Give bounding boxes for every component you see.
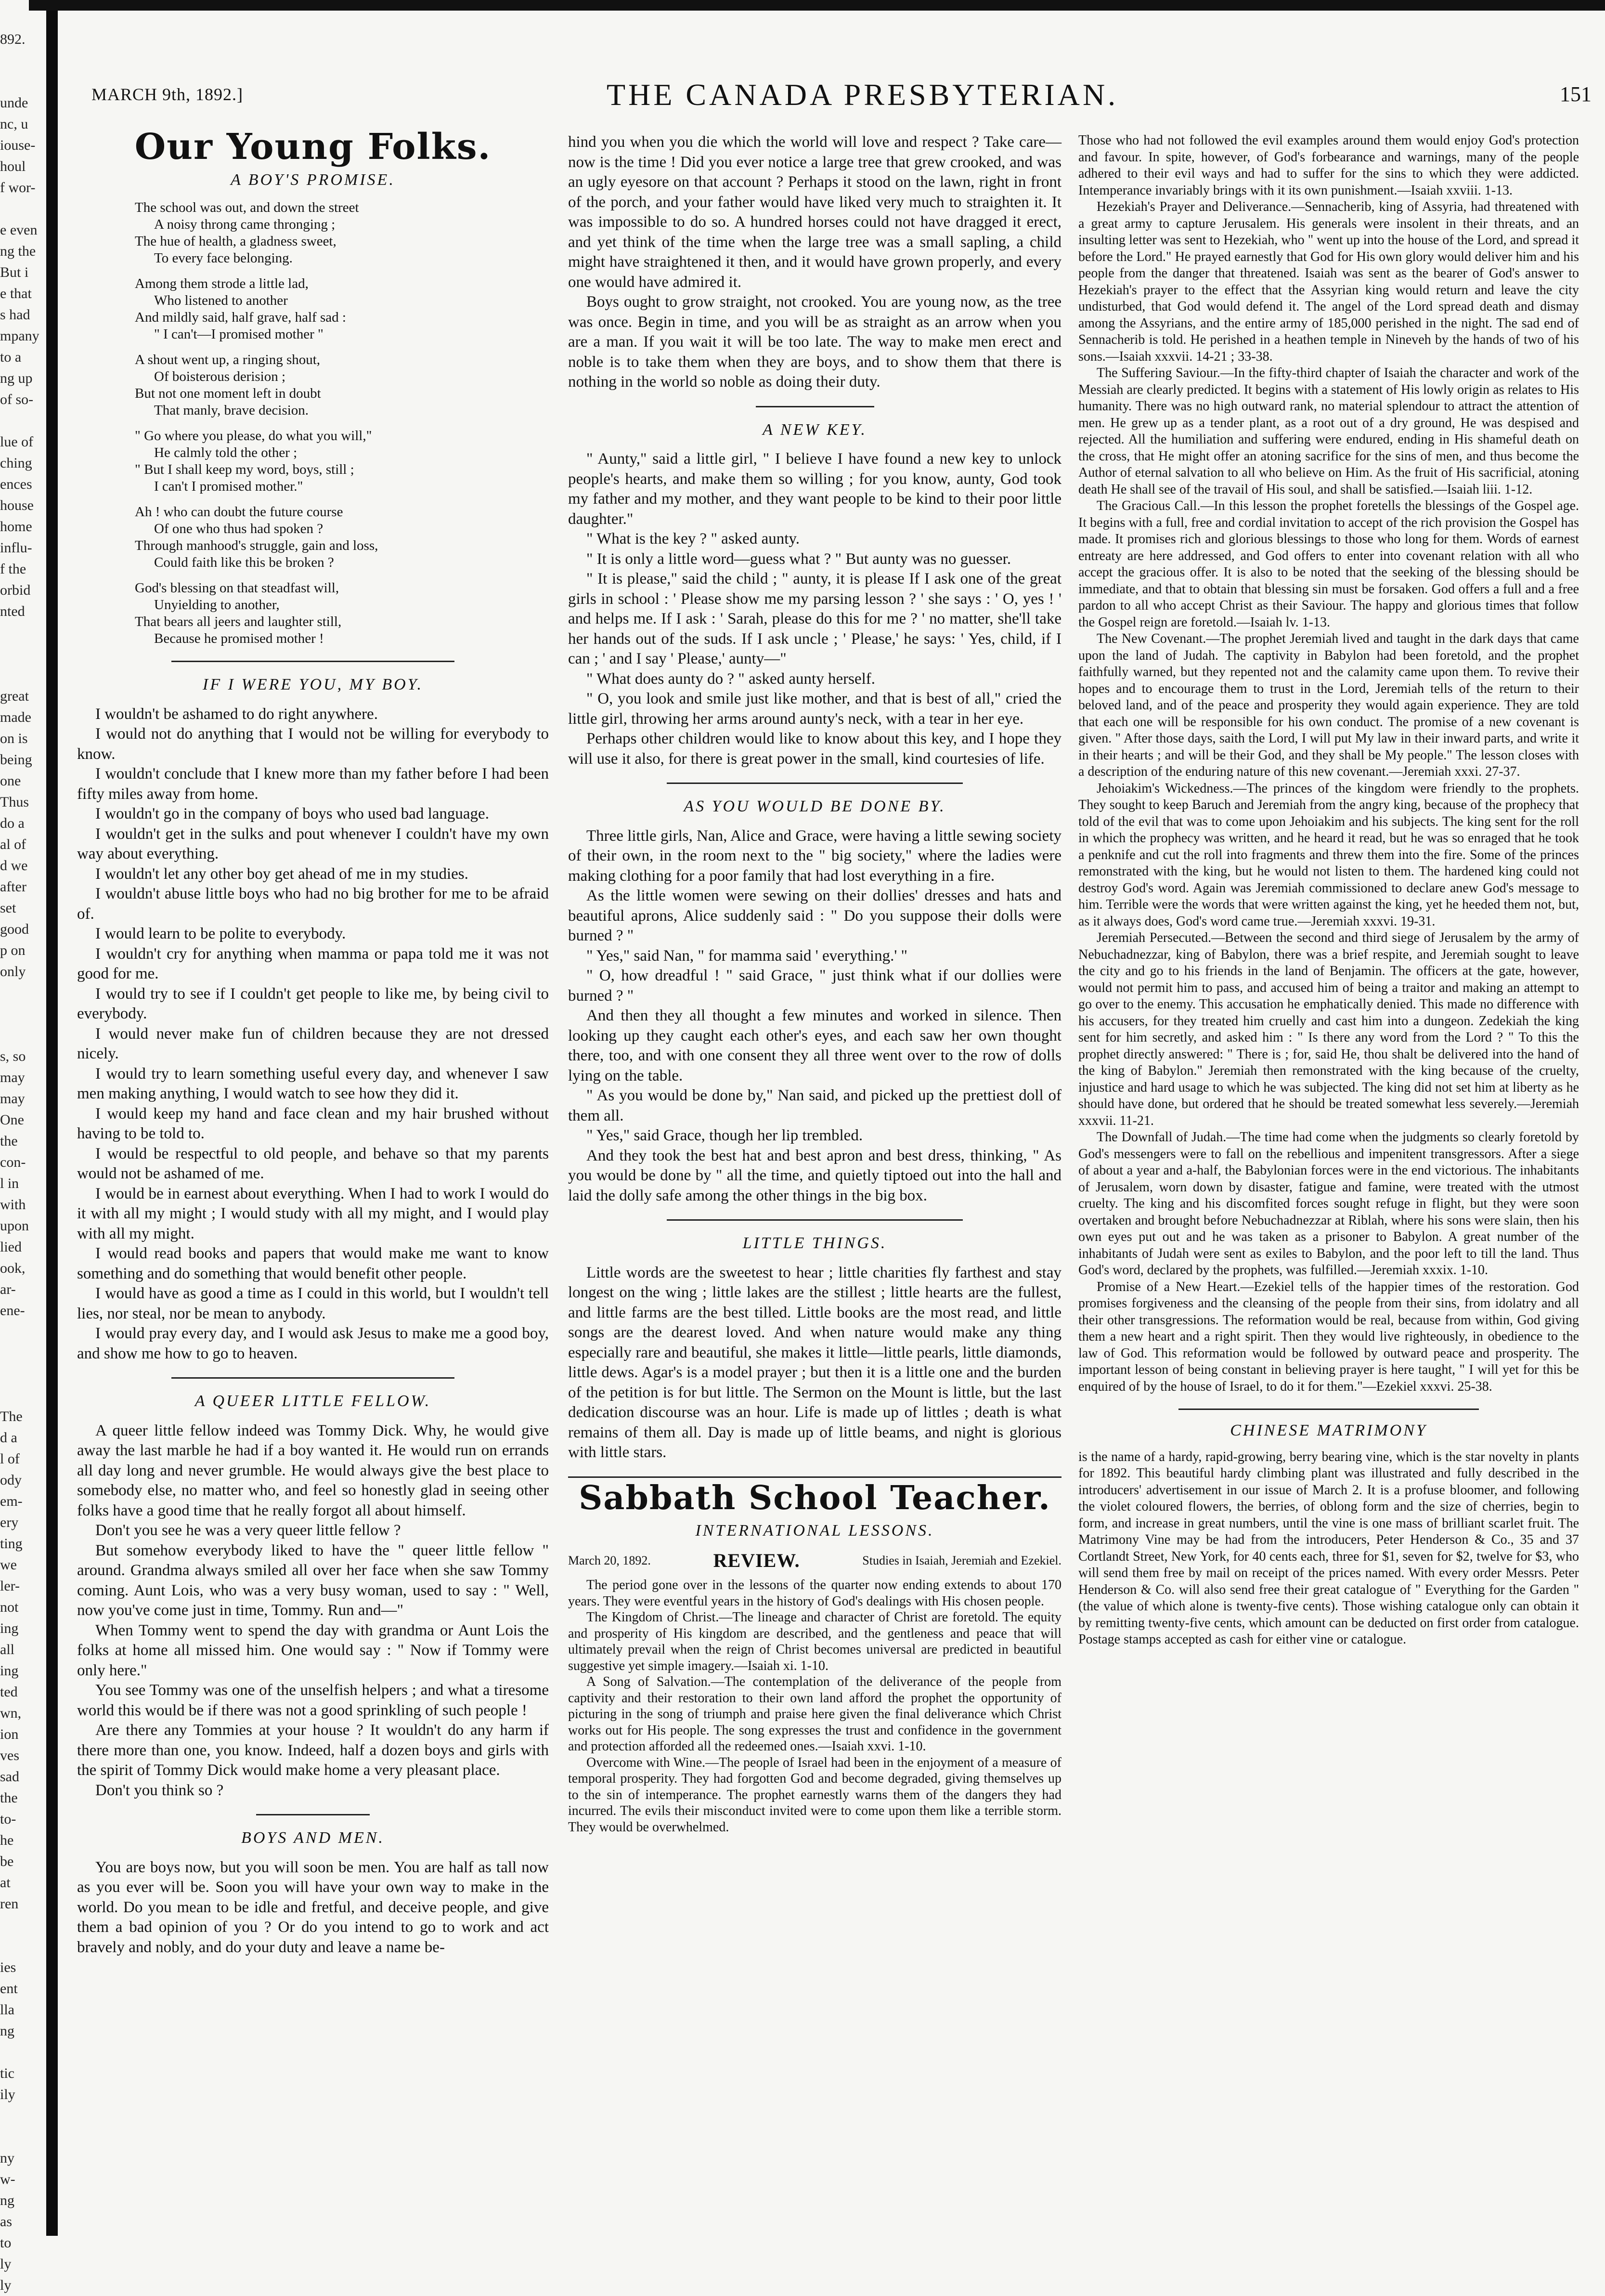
paragraph: Overcome with Wine.—The people of Israel had been in the enjoyment of a measure of temporal prosperity. They had forgotten God and become degraded, giving themselves up to the sin of intemperance. The prophet earnestly warns them of the dangers they had incurred. The evils their misconduct invited were to come upon them like a terrible storm. They would be overwhelmed. (568, 1755, 1061, 1835)
edge-text-fragment (0, 71, 44, 92)
edge-text-fragment: orbid (0, 582, 31, 598)
edge-text-fragment: sad (0, 1769, 19, 1785)
edge-text-fragment: f wor- (0, 180, 36, 196)
edge-text-fragment (0, 982, 44, 1004)
edge-text-fragment: on is (0, 731, 28, 746)
edge-text-fragment: s, so (0, 1048, 26, 1064)
poem-line: " But I shall keep my word, boys, still ; (135, 462, 354, 477)
edge-text-fragment: wn, (0, 1705, 22, 1721)
edge-text-fragment: at (0, 1875, 11, 1891)
edge-text-fragment: ler- (0, 1578, 20, 1594)
paragraph: " Yes," said Nan, " for mamma said ' everything.' " (586, 947, 908, 965)
article-body-new-key (568, 449, 1061, 769)
poem-stanza (135, 428, 549, 495)
poem-line: " Go where you please, do what you will," (135, 428, 372, 444)
poem-line: A shout went up, a ringing shout, (135, 352, 321, 367)
edge-text-fragment: ily (0, 2087, 15, 2102)
article-title-little-things: LITTLE THINGS. (742, 1234, 887, 1252)
review-label: REVIEW. (713, 1549, 800, 1571)
edge-text-fragment: may (0, 1070, 25, 1085)
article-title-chinese-matrimony: CHINESE MATRIMONY (1230, 1422, 1427, 1439)
edge-text-fragment: nted (0, 603, 25, 619)
paragraph: I wouldn't cry for anything when mamma or papa told me it was not good for me. (77, 945, 549, 982)
edge-text-fragment: tic (0, 2065, 14, 2081)
paragraph: Don't you see he was a very queer little fellow ? (95, 1522, 401, 1539)
poem-line: Who listened to another (154, 293, 288, 308)
paragraph: I wouldn't get in the sulks and pout whenever I couldn't have my own way about everything. (77, 825, 549, 862)
paragraph: is the name of a hardy, rapid-growing, berry bearing vine, which is the star novelty in plants for 1892. This beautiful hardy climbing plant was illustrated and fully described in the introducers' advertisement in our issue of March 2. It is a profuse bloomer, and following the violet coloured flowers, the berries, of oblong form and the size of cherries, begin to form, and increase in great numbers, until the vine is one mass of brilliant scarlet fruit. The Matrimony Vine may be had from the introducers, Peter Henderson & Co., 35 and 37 Cortlandt Street, New York, for 40 cents each, three for $1, seven for $2, twelve for $3, who will send them free by mail on receipt of the prices named. With every order Messrs. Peter Henderson & Co. will also send free their great catalogue of " Everything for the Garden " (the value of which alone is twenty-five cents). Those wishing catalogue only can obtain it by remitting twenty-five cents, which amount can be deducted on first order from catalogue. Postage stamps accepted as cash for either vine or catalogue. (1078, 1449, 1579, 1647)
edge-text-fragment: do a (0, 815, 25, 831)
top-black-rule (29, 0, 1605, 11)
edge-text-fragment: ion (0, 1726, 19, 1742)
edge-text-fragment: mpany (0, 328, 39, 344)
paragraph: I would keep my hand and face clean and my hair brushed without having to be told to. (77, 1105, 549, 1142)
edge-text-fragment: w- (0, 2171, 15, 2187)
edge-text-fragment: made (0, 709, 31, 725)
edge-text-fragment: s had (0, 307, 30, 323)
edge-text-fragment (0, 198, 44, 220)
article-body-continued (568, 132, 1061, 392)
edge-text-fragment: con- (0, 1154, 26, 1170)
article-title-boys-and-men: BOYS AND MEN. (241, 1829, 385, 1847)
edge-text-fragment (0, 1321, 44, 1343)
divider-rule (667, 783, 963, 784)
edge-text-fragment: lla (0, 2002, 14, 2018)
edge-text-fragment: ren (0, 1896, 19, 1912)
paragraph: Those who had not followed the evil examples around them would enjoy God's protection and favour. In spite, however, of God's forbearance and warnings, many of the people adhered to their evil ways and had to suffer for the sins to which they were addicted. Intemperance invariably brings with it its own punishment.—Isaiah xxviii. 1-13. (1078, 133, 1579, 198)
edge-text-fragment: But i (0, 264, 29, 280)
edge-text-fragment: only (0, 964, 26, 979)
edge-text-fragment: ies (0, 1959, 16, 1975)
masthead-title: THE CANADA PRESBYTERIAN. (607, 78, 1119, 112)
paragraph: I would read books and papers that would make me want to know something and do something that would benefit other people. (77, 1245, 549, 1282)
paragraph: You are boys now, but you will soon be men. You are half as tall now as you ever will be. Soon you will have your own way to make in the world. Do you mean to be idle and fretful, and deceive people, and give them a bad opinion of you ? Or do you intend to go to work and act bravely and nobly, and do your duty and leave a name be- (77, 1858, 549, 1956)
edge-text-fragment: ences (0, 476, 32, 492)
paragraph: Perhaps other children would like to know about this key, and I hope they will use it also, for there is great power in the small, kind courtesies of life. (568, 730, 1061, 768)
paragraph: Boys ought to grow straight, not crooked. You are young now, as the tree was once. Begin in time, and you will be as straight as an arrow when you are a man. If you wait it will be too late. The way to make men erect and noble is to take them when they are boys, and to show them that there is nothing in the world so noble as doing their duty. (568, 293, 1061, 391)
paragraph: Hezekiah's Prayer and Deliverance.—Sennacherib, king of Assyria, had threatened with a great army to capture Jerusalem. His generals were insolent in their threats, and an insulting letter was sent to Hezekiah, who " went up into the house of the Lord, and spread it before the Lord." He prayed earnestly that God for His own glory would deliver him and his people from the danger that threatened. Isaiah was sent as the bearer of God's answer to Hezekiah's prayer to the effect that the Assyrian king would return and leave the city undisturbed, that God would defend it. The angel of the Lord spread death and dismay among the Assyrians, and the entire army of 185,000 perished in the night. The sad end of Sennacherib is told. He perished in a heathen temple in Nineveh by the hands of two of his sons.—Isaiah xxxvii. 14-21 ; 33-38. (1078, 199, 1579, 364)
paragraph: A queer little fellow indeed was Tommy Dick. Why, he would give away the last marble he had if a boy wanted it. He would run on errands all day long and never grumble. He would always give the best place to somebody else, no matter who, and feel so honestly glad in seeing other folks have a good time that he really forgot all about himself. (77, 1422, 549, 1519)
poem-title: A BOY'S PROMISE. (231, 170, 395, 189)
poem-line: Of boisterous derision ; (154, 369, 286, 384)
edge-text-fragment: Thus (0, 794, 29, 810)
poem (77, 199, 549, 647)
poem-line: A noisy throng came thronging ; (154, 217, 336, 232)
edge-text-fragment: iouse- (0, 137, 36, 153)
article-body-as-you-would-be-done-by (568, 826, 1061, 1206)
edge-text-fragment (0, 2042, 44, 2063)
article-title-as-you-would-be-done-by: AS YOU WOULD BE DONE BY. (684, 797, 946, 815)
article-body-if-i-were-you (77, 704, 549, 1364)
poem-line: Among them strode a little lad, (135, 276, 309, 291)
edge-text-fragment: the (0, 1133, 18, 1149)
section-title-sabbath-school-teacher: Sabbath School Teacher. (579, 1478, 1051, 1517)
edge-text-fragment: ted (0, 1684, 18, 1700)
article-body-little-things (568, 1263, 1061, 1463)
paragraph: " As you would be done by," Nan said, and picked up the prettiest doll of them all. (568, 1087, 1061, 1124)
review-date: March 20, 1892. (568, 1553, 651, 1567)
edge-text-fragment: l of (0, 1451, 20, 1467)
edge-text-fragment (0, 2126, 44, 2148)
edge-text-fragment: ery (0, 1514, 19, 1530)
paragraph: I wouldn't be ashamed to do right anywhere. (95, 705, 378, 723)
edge-text-fragment (0, 1343, 44, 1364)
paragraph: I would never make fun of children because they are not dressed nicely. (77, 1025, 549, 1062)
edge-text-fragment: we (0, 1557, 17, 1573)
edge-text-fragment: to a (0, 349, 22, 365)
paragraph: Three little girls, Nan, Alice and Grace, were having a little sewing society of their own, in the room next to the " big society," where the ladies were making clothing for a poor family that had lost everything in a fire. (568, 827, 1061, 885)
article-title-queer-little-fellow: A QUEER LITTLE FELLOW. (194, 1392, 431, 1410)
paragraph: I would try to learn something useful every day, and whenever I saw men making anything, I would watch to see how they did it. (77, 1065, 549, 1102)
paragraph: The Downfall of Judah.—The time had come when the judgments so clearly foretold by God's messengers were to fall on the rebellious and impenitent transgressors. After a siege of about a year and a-half, the Babylonian forces were in the end victorious. The inhabitants of Jerusalem, worn down by disaster, fatigue and famine, were treated with the utmost cruelty. The king and his discomfited forces sought refuge in flight, but they were soon overtaken and brought before Nebuchadnezzar at Riblah, where his sons were slain, then his own eyes put out and he was taken as a prisoner to Babylon. A great number of the inhabitants of Judah were sent as exiles to Babylon, and the poor left to till the land. Thus God's word, declared by the prophets, was fulfilled.—Jeremiah xxxix. 1-10. (1078, 1130, 1579, 1278)
edge-text-fragment: One (0, 1112, 24, 1128)
paragraph: " What is the key ? " asked aunty. (586, 530, 800, 548)
header-date: MARCH 9th, 1892.] (91, 85, 244, 104)
edge-text-fragment (0, 50, 44, 71)
paragraph: hind you when you die which the world will love and respect ? Take care—now is the time ! Did you ever notice a large tree that grew crooked, and was an ugly eyesore on that account ? Perhaps it stood on the lawn, right in front of the porch, and your father would have liked very much to straighten it. It was impossible to do so. A hundred horses could not have dragged it erect, and yet think of the time when the large tree was a small sapling, a child might have straightened it then, and it would have grown properly, and every one would have admired it. (568, 133, 1061, 291)
column-middle (568, 132, 1061, 1835)
paragraph: Are there any Tommies at your house ? It wouldn't do any harm if there more than one, you know. Indeed, half a dozen boys and girls with the spirit of Tommy Dick would make home a very pleasant place. (77, 1722, 549, 1779)
column-left (77, 126, 549, 1957)
poem-line: He calmly told the other ; (154, 445, 298, 460)
edge-text-fragment: ves (0, 1748, 19, 1763)
edge-text-fragment (0, 1936, 44, 1957)
edge-text-fragment: influ- (0, 540, 32, 556)
paragraph: " O, you look and smile just like mother, and that is best of all," cried the little girl, throwing her arms around aunty's neck, with a tear in her eye. (568, 690, 1061, 728)
edge-text-fragment: ing (0, 1663, 19, 1679)
edge-text-fragment: al of (0, 836, 26, 852)
divider-rule (1178, 1409, 1479, 1410)
edge-text-fragment: not (0, 1599, 19, 1615)
edge-text-fragment: ene- (0, 1303, 25, 1318)
paragraph: " Aunty," said a little girl, " I believe I have found a new key to unlock people's hearts, and make them so willing ; for you know, aunty, God took my father and my mother, and they want people to be kind to their poor little daughter." (568, 450, 1061, 528)
paragraph: " It is please," said the child ; " aunty, it is please If I ask one of the great girls in school : ' Please show me my parsing lesson ? ' she says : ' O, yes ! ' and helps me. If I ask : ' Sarah, please do this for me ? ' no matter, she'll take her hands out of the suds. If I ask uncle ; ' Please,' he says: ' Yes, child, if I can ; ' and I say ' Please,' aunty—" (568, 570, 1061, 667)
edge-text-fragment: lue of (0, 434, 34, 450)
edge-text-fragment: as (0, 2214, 12, 2230)
edge-text-fragment: ting (0, 1536, 23, 1552)
edge-text-fragment: houl (0, 158, 26, 174)
paragraph: Jeremiah Persecuted.—Between the second and third siege of Jerusalem by the army of Nebuchadnezzar, king of Babylon, there was a brief respite, and Jeremiah sought to leave the city and go to his friends in the land of Benjamin. The officers at the gate, however, would not permit him to pass, and accused him of being a traitor and making an attempt to go over to the enemy. This accusation he emphatically denied. This made no difference with his accusers, for they treated him cruelly and cast him into a dungeon. Zedekiah the king sent for him secretly, and asked him : " Is there any word from the Lord ? " To this the prophet directly answered: " There is ; for, said He, thou shalt be delivered into the hand of the king of Babylon." Jeremiah then remonstrated with the king because of the cruelty, injustice and hard usage to which he was subjected. The king did not set him at liberty as he should have done, but ordered that he should be treated somewhat less severely.—Jeremiah xxxvii. 11-21. (1078, 930, 1579, 1128)
column-right (1078, 132, 1579, 1648)
binding-spine (46, 11, 58, 2236)
poem-stanza (135, 352, 549, 419)
paragraph: As the little women were sewing on their dollies' dresses and hats and beautiful aprons, Alice suddenly said : " Do you suppose their dolls were burned ? " (568, 887, 1061, 944)
paragraph: " What does aunty do ? " asked aunty herself. (586, 670, 875, 688)
edge-text-fragment: being (0, 752, 32, 768)
edge-text-fragment: ly (0, 2277, 12, 2293)
edge-text-fragment (0, 1025, 44, 1046)
edge-text-fragment: d we (0, 858, 28, 874)
edge-text-fragment: l in (0, 1175, 19, 1191)
edge-text-fragment (0, 622, 44, 643)
paragraph: A Song of Salvation.—The contemplation of the deliverance of the people from captivity and their restoration to their own land afford the prophet the opportunity of picturing in the song of triumph and praise here given the final deliverance which Christ works out for His people. The song expresses the trust and confidence in the government and protection afforded all the redeemed ones.—Isaiah xxvi. 1-10. (568, 1674, 1061, 1754)
section-subtitle-international-lessons: INTERNATIONAL LESSONS. (695, 1522, 934, 1539)
edge-text-fragment: to (0, 2235, 12, 2251)
edge-text-fragment: ng (0, 2023, 14, 2039)
poem-line: Because he promised mother ! (154, 631, 324, 646)
divider-rule (256, 1814, 369, 1815)
paragraph: I would pray every day, and I would ask Jesus to make me a good boy, and show me how to go to heaven. (77, 1325, 549, 1362)
article-title-if-i-were-you: IF I WERE YOU, MY BOY. (203, 676, 423, 693)
poem-line: " I can't—I promised mother " (154, 326, 324, 342)
paragraph: The Suffering Saviour.—In the fifty-third chapter of Isaiah the character and work of the Messiah are clearly predicted. It begins with a statement of His lowly origin as relates to His humanity. There was no high outward rank, no material splendour to attract the attention of men. He grew up as a tender plant, as a root out of a dry ground, He was despised and rejected. All the humiliation and suffering were endured, ending in His shameful death on the cross, that He might offer an atoning sacrifice for the sins of men, and thus become the Author of eternal salvation to all who believe on Him. As the fruit of His sacrificial, atoning death He shall see of the travail of His soul, and shall be satisfied.—Isaiah liii. 1-12. (1078, 365, 1579, 497)
review-line (568, 1551, 1061, 1571)
paragraph: Don't you think so ? (95, 1781, 224, 1799)
edge-text-fragment (0, 1385, 44, 1406)
edge-text-fragment: d a (0, 1430, 17, 1446)
edge-text-fragment: 892. (0, 31, 26, 47)
edge-text-fragment: ching (0, 455, 32, 471)
edge-text-fragment: ng (0, 2192, 14, 2208)
edge-text-fragment: be (0, 1853, 14, 1869)
edge-text-fragment: home (0, 519, 32, 535)
paragraph: " O, how dreadful ! " said Grace, " just think what if our dollies were burned ? " (568, 967, 1061, 1004)
paragraph: I would be respectful to old people, and behave so that my parents would not be ashamed of me. (77, 1145, 549, 1182)
poem-line: Ah ! who can doubt the future course (135, 504, 343, 520)
edge-text-fragment: the (0, 1790, 18, 1806)
paragraph: " It is only a little word—guess what ? " But aunty was no guesser. (586, 550, 1011, 568)
article-body-boys-and-men (77, 1858, 549, 1958)
edge-text-fragment: lied (0, 1239, 22, 1255)
edge-text-fragment: great (0, 688, 29, 704)
paragraph: I would have as good a time as I could in this world, but I wouldn't tell lies, nor steal, nor be mean to anybody. (77, 1285, 549, 1322)
edge-text-fragment: after (0, 879, 26, 895)
divider-rule (171, 1377, 454, 1379)
poem-line: Unyielding to another, (154, 597, 280, 613)
edge-text-fragment (0, 2105, 44, 2126)
edge-text-fragment: nc, u (0, 116, 28, 132)
paragraph: The Gracious Call.—In this lesson the prophet foretells the blessings of the Gospel age. It begins with a full, free and cordial invitation to accept of the rich provision the Gospel has made. It promises rich and glorious blessings to those who long for them. Words of earnest entreaty are here addressed, and God offers to enter into covenant relation with all who accept the gracious offer. It is also to be noted that the seeking of the blessing should be immediate, and that to obtain that blessing sin must be forsaken. God offers a full and a free pardon to all who accept Christ as their Saviour. The happy and glorious times that follow the Gospel reign are foretold.—Isaiah lv. 1-13. (1078, 498, 1579, 630)
paragraph: I wouldn't conclude that I knew more than my father before I had been fifty miles away from home. (77, 765, 549, 803)
edge-text-fragment: he (0, 1832, 14, 1848)
edge-text-fragment: ook, (0, 1260, 26, 1276)
edge-text-fragment (0, 1004, 44, 1025)
poem-line: Through manhood's struggle, gain and loss, (135, 538, 378, 553)
edge-text-fragment: one (0, 773, 21, 789)
paragraph: But somehow everybody liked to have the " queer little fellow " around. Grandma always smiled all over her face when she saw Tommy coming. Aunt Lois, who was a very busy woman, used to say : " Well, now you've come just in time, Tommy. Run and—" (77, 1541, 549, 1619)
edge-text-fragment (0, 410, 44, 431)
edge-text-fragment: ng up (0, 370, 33, 386)
edge-text-fragment: ng the (0, 243, 36, 259)
paragraph: Little words are the sweetest to hear ; little charities fly farthest and stay longest on the wing ; little lakes are the stillest ; little hearts are the fullest, and little farms are the best tilled. Little books are the most read, and little songs are the dearest loved. And when nature would make any thing especially rare and beautiful, she makes it little—little pearls, little diamonds, little dews. Agar's is a model prayer ; but then it is a little one and the burden of the petition is for but little. The Sermon on the Mount is little, but the last dedication discourse was an hour. Life is made up of littles ; death is what remains of them all. Day is made up of little beams, and night is glorious with little stars. (568, 1264, 1061, 1461)
poem-line: That bears all jeers and laughter still, (135, 614, 342, 629)
paragraph: The New Covenant.—The prophet Jeremiah lived and taught in the dark days that came upon the land of Judah. The captivity in Babylon had been foretold, and the prophet faithfully warned, but they repented not and the calamity came upon them. To revive their hopes and to encourage them to trust in the Lord, Jeremiah tells of the return to their beloved land, and of the peace and prosperity they would again experience. They are told that each one will be responsible for his own conduct. The promise of a new covenant is given. " After those days, saith the Lord, I will put My law in their inward parts, and write it in their hearts ; and will be their God, and they shall be My people." The lesson closes with a description of the enduring nature of this new covenant.—Jeremiah xxxi. 27-37. (1078, 631, 1579, 779)
paragraph: The Kingdom of Christ.—The lineage and character of Christ are foretold. The equity and prosperity of His kingdom are described, and the gentleness and peace that will ultimately prevail when the reign of Christ becomes universal are predicted in beautiful suggestive yet simple imagery.—Isaiah xi. 1-10. (568, 1610, 1061, 1673)
adjacent-page-edge (0, 29, 44, 2293)
poem-stanza (135, 199, 549, 267)
paragraph: I wouldn't go in the company of boys who used bad language. (95, 805, 489, 822)
poem-line: To every face belonging. (154, 250, 293, 266)
paragraph: I would be in earnest about everything. When I had to work I would do it with all my might ; I would study with all my might, and I would play with all my might. (77, 1185, 549, 1242)
edge-text-fragment: upon (0, 1218, 29, 1234)
edge-text-fragment: e that (0, 286, 32, 301)
edge-text-fragment: set (0, 900, 16, 916)
edge-text-fragment: p on (0, 942, 26, 958)
paragraph: I would not do anything that I would not be willing for everybody to know. (77, 725, 549, 763)
divider-rule (756, 406, 874, 407)
poem-line: Of one who thus had spoken ? (154, 521, 324, 536)
poem-line: And mildly said, half grave, half sad : (135, 310, 346, 325)
advertisement-body-chinese-matrimony (1078, 1449, 1579, 1648)
review-reference: Studies in Isaiah, Jeremiah and Ezekiel. (862, 1553, 1061, 1567)
edge-text-fragment: ing (0, 1620, 19, 1636)
edge-text-fragment: ody (0, 1472, 22, 1488)
paragraph: " Yes," said Grace, though her lip trembled. (586, 1127, 863, 1144)
edge-text-fragment (0, 665, 44, 686)
edge-text-fragment: f the (0, 561, 26, 577)
poem-stanza (135, 504, 549, 571)
paragraph: Jehoiakim's Wickedness.—The princes of the kingdom were friendly to the prophets. They sought to keep Baruch and Jeremiah from the angry king, because of the prophecy that told of the evil that was to come upon Jehoiakim and his subjects. The king sent for the roll in which the prophecy was written, and he heard it read, but he was so enraged that he took a penknife and cut the roll into fragments and threw them into the fire. Some of the princes remonstrated with the king, but he would not listen to them. The hardened king could not destroy God's word. Again was Jeremiah commissioned to declare anew God's message to him. Terrible were the words that were written against the king, yet he heeded them not, but, as it always does, God's word came true.—Jeremiah xxxvi. 19-31. (1078, 781, 1579, 929)
edge-text-fragment (0, 1915, 44, 1936)
paragraph: When Tommy went to spend the day with grandma or Aunt Lois the folks at home all missed him. One would say : " Now if Tommy were only here." (77, 1621, 549, 1679)
poem-line: The school was out, and down the street (135, 200, 359, 215)
edge-text-fragment: em- (0, 1493, 23, 1509)
divider-rule (667, 1219, 963, 1221)
article-body-queer-little-fellow (77, 1421, 549, 1801)
edge-text-fragment: ent (0, 1981, 18, 1996)
poem-line: The hue of health, a gladness sweet, (135, 234, 337, 249)
edge-text-fragment: with (0, 1197, 26, 1213)
edge-text-fragment: house (0, 497, 34, 513)
edge-text-fragment (0, 643, 44, 665)
edge-text-fragment: good (0, 921, 29, 937)
paragraph: You see Tommy was one of the unselfish helpers ; and what a tiresome world this would be if there was not a good sprinkling of such people ! (77, 1682, 549, 1719)
edge-text-fragment: The (0, 1409, 23, 1424)
article-title-new-key: A NEW KEY. (763, 420, 867, 439)
poem-line: Could faith like this be broken ? (154, 555, 334, 570)
paragraph: And they took the best hat and best apron and best dress, thinking, " As you would be done by " all the time, and quietly tiptoed out into the hall and laid the dolly safe among the other things in the big box. (568, 1147, 1061, 1204)
paragraph: Promise of a New Heart.—Ezekiel tells of the happier times of the restoration. God promises forgiveness and the cleansing of the people from their sins, from idolatry and all their other transgressions. The reformation would be real, because from within, God giving them a new heart and a right spirit. Then they would live righteously, in obedience to the law of God. This reformation would be followed by outward peace and prosperity. The important lesson of being constant in believing prayer is here taught, " I will yet for this be enquired of by the house of Israel, to do it for them."—Ezekiel xxxvi. 25-38. (1078, 1279, 1579, 1394)
edge-text-fragment: of so- (0, 391, 34, 407)
edge-text-fragment: e even (0, 222, 38, 238)
poem-stanza (135, 580, 549, 647)
edge-text-fragment: may (0, 1091, 25, 1107)
edge-text-fragment: ny (0, 2150, 14, 2166)
divider-rule (171, 661, 454, 662)
edge-text-fragment: to- (0, 1811, 16, 1827)
paragraph: I wouldn't let any other boy get ahead of me in my studies. (95, 865, 468, 883)
page-number: 151 (1560, 82, 1592, 106)
paragraph: I would try to see if I couldn't get people to like me, by being civil to everybody. (77, 985, 549, 1022)
edge-text-fragment: all (0, 1642, 14, 1657)
section-title-our-young-folks: Our Young Folks. (134, 126, 492, 168)
edge-text-fragment (0, 1364, 44, 1385)
poem-stanza (135, 275, 549, 343)
paragraph: The period gone over in the lessons of the quarter now ending extends to about 170 years. They were eventful years in the history of God's dealings with His chosen people. (568, 1578, 1061, 1609)
paragraph: And then they all thought a few minutes and worked in silence. Then looking up they caught each other's eyes, and each saw her own thought there, too, and with one consent they all three went over to the row of dolls lying on the table. (568, 1007, 1061, 1084)
edge-text-fragment: ly (0, 2256, 12, 2272)
edge-text-fragment: ar- (0, 1281, 16, 1297)
paragraph: I wouldn't abuse little boys who had no big brother for me to be afraid of. (77, 885, 549, 923)
poem-line: God's blessing on that steadfast will, (135, 580, 339, 596)
poem-line: I can't I promised mother." (154, 479, 303, 494)
edge-text-fragment: unde (0, 95, 28, 111)
poem-line: That manly, brave decision. (154, 403, 309, 418)
lesson-review-continued (1078, 132, 1579, 1395)
divider-rule (568, 1476, 1061, 1478)
paragraph: I would learn to be polite to everybody. (95, 925, 346, 942)
lesson-review-body (568, 1577, 1061, 1835)
poem-line: But not one moment left in doubt (135, 386, 321, 401)
